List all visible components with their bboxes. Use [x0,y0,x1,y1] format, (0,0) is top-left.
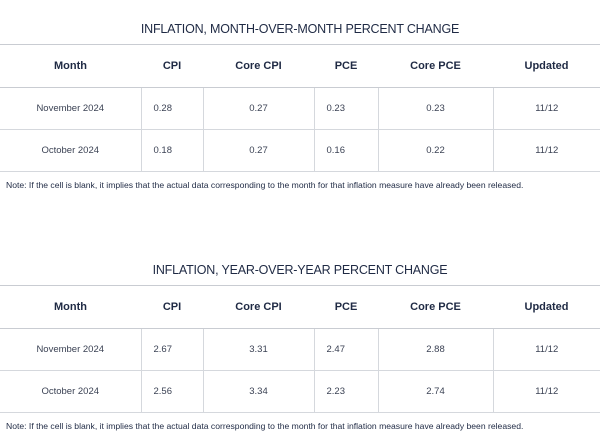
cell-updated: 11/12 [493,371,600,413]
table-row [0,371,600,413]
cell-pce: 0.16 [314,130,378,172]
table-row [0,329,600,371]
cell-cpi: 2.67 [141,329,203,371]
cell-core-pce: 2.74 [378,371,493,413]
header-core-cpi: Core CPI [203,286,314,329]
table-row [0,88,600,130]
table-note: Note: If the cell is blank, it implies that the actual data corresponding to the month for that inflation measure have already been released. [6,421,524,431]
mom-table-title: INFLATION, MONTH-OVER-MONTH PERCENT CHANGE [140,22,460,36]
header-cpi: CPI [141,45,203,88]
header-updated: Updated [493,45,600,88]
header-updated: Updated [493,286,600,329]
cell-cpi: 0.28 [141,88,203,130]
cell-pce: 0.23 [314,88,378,130]
cell-core-cpi: 3.31 [203,329,314,371]
cell-month: November 2024 [0,88,141,130]
cell-core-pce: 0.23 [378,88,493,130]
header-core-cpi: Core CPI [203,45,314,88]
cell-core-pce: 2.88 [378,329,493,371]
cell-cpi: 0.18 [141,130,203,172]
cell-core-cpi: 0.27 [203,130,314,172]
cell-updated: 11/12 [493,88,600,130]
header-pce: PCE [314,286,378,329]
header-month: Month [0,45,141,88]
table-row [0,130,600,172]
header-month: Month [0,286,141,329]
table-note: Note: If the cell is blank, it implies that the actual data corresponding to the month for that inflation measure have already been released. [6,180,524,190]
cell-core-cpi: 0.27 [203,88,314,130]
cell-updated: 11/12 [493,329,600,371]
cell-month: October 2024 [0,371,141,413]
cell-pce: 2.47 [314,329,378,371]
yoy-table-title: INFLATION, YEAR-OVER-YEAR PERCENT CHANGE [152,263,448,277]
mom-inflation-section [0,0,600,199]
mom-inflation-table [0,44,600,172]
yoy-inflation-table [0,285,600,413]
header-pce: PCE [314,45,378,88]
header-cpi: CPI [141,286,203,329]
cell-month: October 2024 [0,130,141,172]
header-core-pce: Core PCE [378,45,493,88]
cell-pce: 2.23 [314,371,378,413]
cell-cpi: 2.56 [141,371,203,413]
cell-core-pce: 0.22 [378,130,493,172]
yoy-inflation-section [0,241,600,440]
cell-core-cpi: 3.34 [203,371,314,413]
cell-month: November 2024 [0,329,141,371]
table-header-row [0,286,600,329]
header-core-pce: Core PCE [378,286,493,329]
cell-updated: 11/12 [493,130,600,172]
table-header-row [0,45,600,88]
